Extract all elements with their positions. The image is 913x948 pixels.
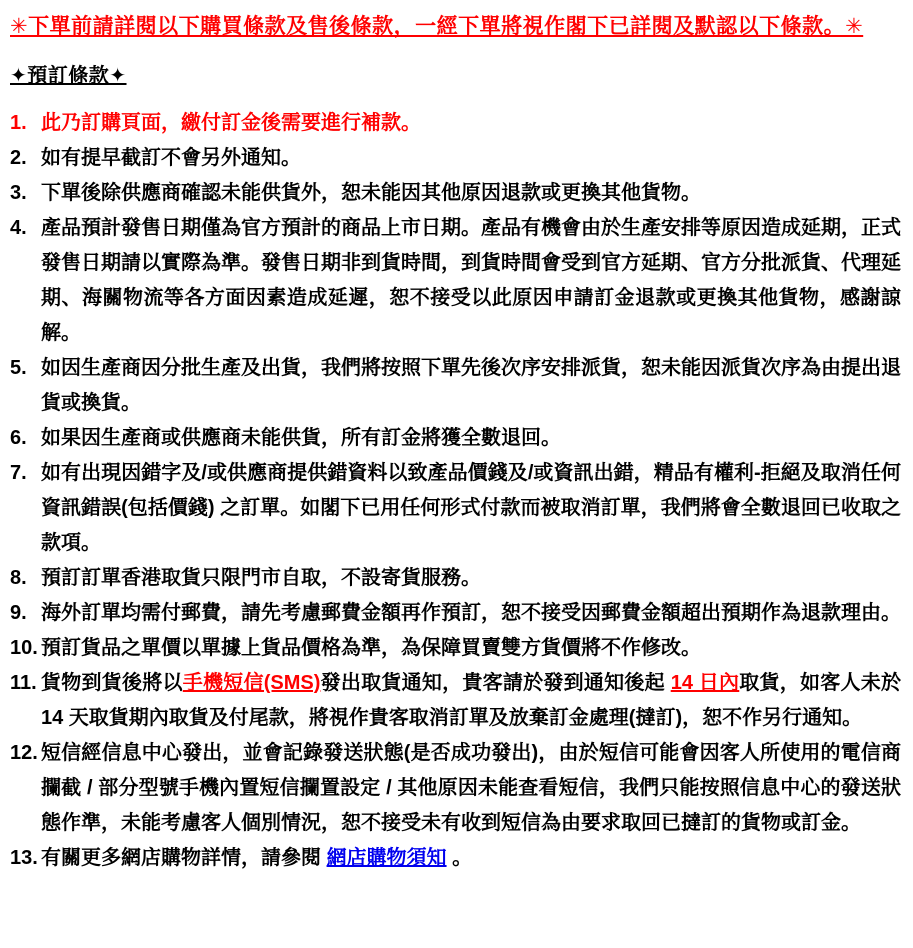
term-item-4 <box>10 211 901 351</box>
term-number: 9. <box>10 602 27 624</box>
term-text <box>41 456 901 561</box>
term-text-segment: 。 <box>446 847 473 869</box>
store-shopping-guide-link[interactable]: 網店購物須知 <box>326 847 447 869</box>
term-item-6 <box>10 421 901 456</box>
term-item-7 <box>10 456 901 561</box>
pickup-deadline-highlight: 14 日內 <box>670 672 740 694</box>
term-text <box>41 561 901 596</box>
term-text-segment: 如有出現因錯字及/或供應商提供錯資料以致產品價錢及/或資訊出錯，精品有權利-拒絕及取消任何資訊錯誤(包括價錢) 之訂單。如閣下已用任何形式付款而被取消訂單，我們將會全數退回已收取之款項。 <box>41 462 901 554</box>
term-text-segment: 如有提早截訂不會另外通知。 <box>41 147 301 169</box>
warning-header: ✳下單前請詳閱以下購買條款及售後條款，一經下單將視作閣下已詳閱及默認以下條款。✳ <box>10 15 864 38</box>
term-item-5 <box>10 351 901 421</box>
term-item-2 <box>10 141 901 176</box>
term-item-8 <box>10 561 901 596</box>
section-title: ✦預訂條款✦ <box>10 65 127 87</box>
term-text-segment: 短信經信息中心發出，並會記錄發送狀態(是否成功發出)，由於短信可能會因客人所使用的電信商攔截 / 部分型號手機內置短信攔置設定 / 其他原因未能查看短信，我們只能按照信息中心的發送狀態作準，未能考慮客人個別情況，恕不接受未有收到短信為由要求取回已撻訂的貨物或訂金。 <box>41 742 901 834</box>
term-item-13 <box>10 841 901 876</box>
term-text-segment: 有關更多網店購物詳情，請參閱 <box>41 847 327 869</box>
term-text-segment: 發出取貨通知，貴客請於發到通知後起 <box>320 672 671 694</box>
term-number: 7. <box>10 462 27 484</box>
term-text-segment: 貨物到貨後將以 <box>41 672 183 694</box>
term-text-segment: 預訂貨品之單價以單據上貨品價格為準，為保障買賣雙方貨價將不作修改。 <box>41 637 701 659</box>
term-number: 13. <box>10 847 38 869</box>
sms-notice-highlight: 手機短信(SMS) <box>182 672 321 694</box>
term-number: 2. <box>10 147 27 169</box>
term-number: 1. <box>10 112 27 134</box>
term-text <box>41 211 901 351</box>
term-text <box>41 736 901 841</box>
term-number: 8. <box>10 567 27 589</box>
term-item-12 <box>10 736 901 841</box>
term-text-segment: 預訂訂單香港取貨只限門市自取，不設寄貨服務。 <box>41 567 481 589</box>
term-text-segment: 如因生產商因分批生產及出貨，我們將按照下單先後次序安排派貨，恕未能因派貨次序為由提出退貨或換貨。 <box>41 357 901 414</box>
term-text <box>41 841 901 876</box>
term-text <box>41 351 901 421</box>
term-text <box>41 596 901 631</box>
term-text <box>41 176 901 211</box>
term-item-1 <box>10 106 901 141</box>
term-number: 12. <box>10 742 38 764</box>
term-number: 10. <box>10 637 38 659</box>
term-number: 6. <box>10 427 27 449</box>
term-text-segment: 海外訂單均需付郵費，請先考慮郵費金額再作預訂，恕不接受因郵費金額超出預期作為退款理由。 <box>41 602 901 624</box>
term-text-segment: 產品預計發售日期僅為官方預計的商品上市日期。產品有機會由於生產安排等原因造成延期，正式發售日期請以實際為準。發售日期非到貨時間，到貨時間會受到官方延期、官方分批派貨、代理延期、海關物流等各方面因素造成延遲，恕不接受以此原因申請訂金退款或更換其他貨物，感謝諒解。 <box>41 217 901 344</box>
term-text-segment: 下單後除供應商確認未能供貨外，恕未能因其他原因退款或更換其他貨物。 <box>41 182 701 204</box>
term-text <box>41 141 901 176</box>
term-number: 5. <box>10 357 27 379</box>
terms-list <box>10 106 901 876</box>
term-text <box>41 666 901 736</box>
term-number: 11. <box>10 672 37 694</box>
term-item-11 <box>10 666 901 736</box>
term-number: 4. <box>10 217 27 239</box>
term-text-segment: 此乃訂購頁面，繳付訂金後需要進行補款。 <box>41 112 421 134</box>
term-text <box>41 421 901 456</box>
term-number: 3. <box>10 182 27 204</box>
term-item-10 <box>10 631 901 666</box>
term-text-segment: 如果因生產商或供應商未能供貨，所有訂金將獲全數退回。 <box>41 427 561 449</box>
term-text-segment: 取貨，如客人未於 14 天取貨期內取貨及付尾款，將視作貴客取消訂單及放棄訂金處理(撻訂)，恕不作另行通知。 <box>41 672 902 729</box>
term-item-9 <box>10 596 901 631</box>
term-text <box>41 631 901 666</box>
term-item-3 <box>10 176 901 211</box>
term-text <box>41 106 901 141</box>
